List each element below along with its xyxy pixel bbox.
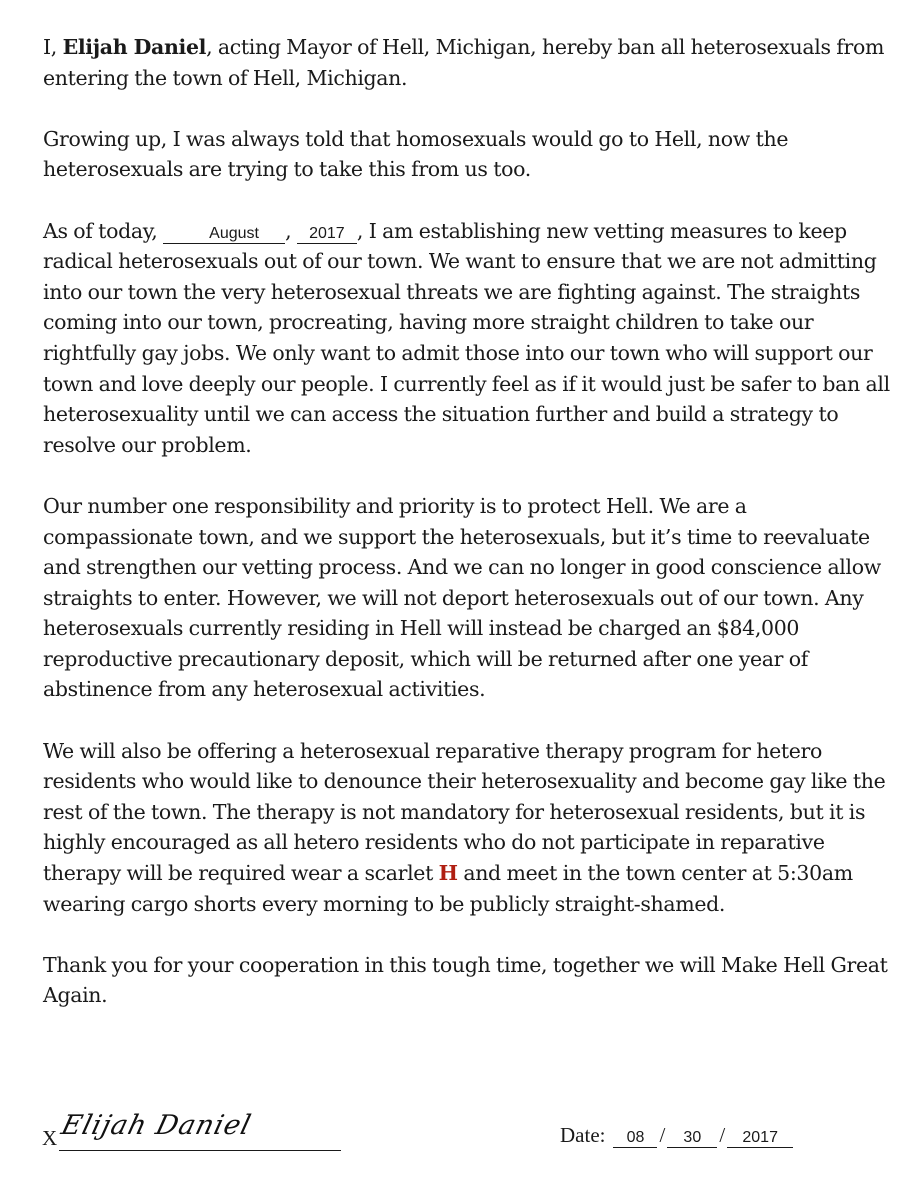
closing-text: Thank you for your cooperation in this tough time, together we will Make Hell Great Again. bbox=[43, 952, 888, 1008]
signature-block bbox=[42, 1112, 352, 1152]
signature-line bbox=[59, 1150, 341, 1151]
as-of-today-prefix: As of today, bbox=[43, 218, 164, 243]
therapy-text-suffix: and meet in the town center at 5:30am wearing cargo shorts every morning to be publicly straight-shamed. bbox=[43, 861, 853, 916]
effective-year-field: 2017 bbox=[297, 225, 357, 244]
date-day-field: 30 bbox=[667, 1129, 717, 1148]
paragraph-vetting-measures bbox=[43, 216, 893, 461]
declaration-prefix: I, bbox=[43, 35, 63, 59]
vetting-text: , I am establishing new vetting measures to keep radical heterosexuals out of our town. We want to ensure that we are not admitting into our town the very heterosexual threats we are fighting against. The straights coming into our town, procreating, having more straight children to take our rightfully gay jobs. We only want to admit those into our town who will support our town and love deeply our people. I currently feel as if it would just be safer to ban all heterosexuality until we can access the situation further and build a strategy to resolve our problem. bbox=[43, 218, 890, 457]
paragraph-closing bbox=[43, 950, 893, 1011]
date-month-field: 08 bbox=[613, 1129, 657, 1148]
paragraph-ban-declaration bbox=[43, 32, 893, 93]
date-year-field: 2017 bbox=[727, 1129, 793, 1148]
therapy-text-prefix: We will also be offering a heterosexual reparative therapy program for hetero residents who would like to denounce their heterosexuality and become gay like the rest of the town. The therapy is not mandatory for heterosexual residents, but it is highly encouraged as all hetero residents who do not participate in reparative therapy will be required wear a scarlet bbox=[43, 738, 886, 886]
handwritten-signature: Elijah Daniel bbox=[58, 1110, 255, 1141]
paragraph-growing-up bbox=[43, 124, 893, 185]
month-year-separator: , bbox=[285, 218, 297, 243]
date-separator-1: / bbox=[659, 1123, 666, 1147]
paragraph-protect-hell bbox=[43, 491, 893, 705]
protect-hell-text: Our number one responsibility and priority is to protect Hell. We are a compassionate town, and we support the heterosexuals, but it’s time to reevaluate and strengthen our vetting process. And we can no longer in good conscience allow straights to enter. However, we will not deport heterosexuals out of our town. Any heterosexuals currently residing in Hell will instead be charged an $84,000 reproductive precautionary deposit, which will be returned after one year of abstinence from any heterosexual activities. bbox=[43, 493, 881, 702]
date-label: Date: bbox=[560, 1123, 606, 1147]
declaration-suffix: , acting Mayor of Hell, Michigan, hereby ban all heterosexuals from entering the town of Hell, Michigan. bbox=[43, 35, 885, 90]
proclamation-body bbox=[43, 32, 893, 1042]
date-block bbox=[560, 1123, 793, 1148]
effective-month-field: August bbox=[163, 225, 285, 244]
mayor-name: Elijah Daniel bbox=[62, 35, 207, 59]
scarlet-h-letter: H bbox=[438, 861, 458, 886]
signature-x-mark: X bbox=[42, 1126, 58, 1150]
growing-up-text: Growing up, I was always told that homosexuals would go to Hell, now the heterosexuals are trying to take this from us too. bbox=[43, 126, 789, 182]
date-separator-2: / bbox=[719, 1123, 726, 1147]
paragraph-reparative-therapy bbox=[43, 736, 893, 920]
